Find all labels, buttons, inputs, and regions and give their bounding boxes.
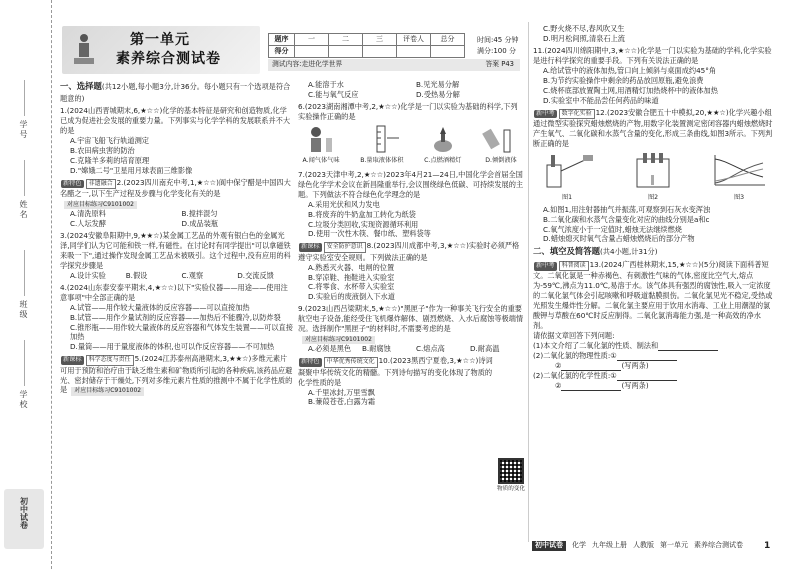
question-stem: 新特色 中华优秀传统文化 10.(2023黑西宁夏卷,3,★☆☆)诗词凝聚中华传统文化的精髓。下列诗句描写的变化体现了物质的化学性质的是 <box>298 356 493 387</box>
alcohol-lamp-icon <box>424 124 462 154</box>
score-table <box>268 33 465 58</box>
score-header: 题序 <box>269 34 295 46</box>
figure: C.点燃酒精灯 <box>424 124 462 166</box>
column-middle <box>298 80 524 409</box>
feature-tag: 新中考 <box>536 262 555 270</box>
option[interactable]: D.交流反馈 <box>237 270 274 280</box>
option[interactable]: D.使用一次性木筷、餐巾纸、塑料袋等 <box>308 229 431 239</box>
question-stem: 11.(2024四川绵阳期中,3,★☆☆)化学是一门以实验为基础的学科,化学实验是进行科学探究的重要手段。下列有关说法正确的是 <box>533 45 772 65</box>
sub-question: (1)本文介绍了二氧化氯的性质、制法和 <box>533 341 773 351</box>
sub-question: ② (写两条) <box>555 360 649 370</box>
option[interactable]: A.采用光伏和风力发电 <box>308 199 380 209</box>
question-prompt: 请依据文章回答下列问题: <box>533 330 615 340</box>
footer-edition: 人教版 <box>633 541 654 550</box>
figure: D.倾倒液体 <box>482 124 520 166</box>
page-title: 素养综合测试卷 <box>116 51 221 67</box>
score-header: 二 <box>329 34 363 46</box>
column-left <box>60 80 293 398</box>
option[interactable]: C.能与氧气反应 <box>308 89 359 99</box>
question-10-options <box>533 24 773 44</box>
time-limit: 时间:45 分钟 <box>477 36 519 44</box>
option[interactable]: C.人坛发酵 <box>70 219 107 229</box>
figure-row <box>533 149 773 205</box>
option[interactable]: D.耐高温 <box>470 344 500 354</box>
option[interactable]: D.实验后的废液倒入下水道 <box>308 292 395 302</box>
question-1 <box>60 106 293 176</box>
option[interactable]: C.垃圾分类回收,实现资源循环利用 <box>308 219 419 229</box>
option[interactable]: A.宇宙飞船飞行轨道测定 <box>70 136 149 145</box>
option-row <box>298 80 524 90</box>
answer-blank[interactable] <box>617 353 677 361</box>
question-5 <box>60 354 293 395</box>
binding-strip <box>0 0 52 569</box>
feature-tag: 新特色 <box>63 179 82 187</box>
page-number: 1 <box>764 541 771 551</box>
score-cell[interactable] <box>431 46 465 58</box>
question-11 <box>533 46 773 106</box>
option[interactable]: D.成品装瓶 <box>181 219 219 229</box>
binding-label-class: 班级 <box>19 300 29 320</box>
option[interactable]: D.实验室中不能品尝任何药品的味道 <box>543 95 659 105</box>
option[interactable]: A.如图1,用注射器抽气并振荡,可观察到石灰水变浑浊 <box>543 204 711 214</box>
binding-label-name: 姓名 <box>19 200 29 220</box>
answer-blank[interactable] <box>561 363 621 371</box>
option[interactable]: B.穿凉鞋、拖鞋进入实验室 <box>308 272 395 282</box>
option[interactable]: C.熔点高 <box>416 344 445 354</box>
concentration-curves-icon <box>709 151 769 191</box>
feature-tag: 新课标 <box>63 356 82 364</box>
feature-subtag: 科普阅读 <box>559 261 589 271</box>
footer-subject: 化学 <box>572 541 586 550</box>
question-stem: 4.(2024山东泰安泰平期末,4,★☆☆)以下"实验仪器——用途——使用注意事项"中全部正确的是 <box>60 282 288 302</box>
question-stem: 1.(2024山西晋城期末,6,★☆☆)化学的基本特征是研究和创造物质,化学已成为促进社会发展的重要力量。下列事实与化学学科的发展联系并不大的是 <box>60 106 291 136</box>
question-stem: 新课标 科学态度与责任 5.(2024江苏泰州高港期末,3,★★☆)多维元素片可用于预防和治疗由于缺乏维生素和矿物质所引起的各种疾病,该药品应避光、密封储存于干燥处,下列对多维元素片性质的推测中不属于化学性质的是 对应目标练习C9101002 <box>60 354 293 395</box>
feature-subtag: 中华优秀传统文化 <box>324 357 378 367</box>
option[interactable]: D.量筒——用于量度液体的体积,也可以作反应容器——不可加热 <box>70 342 275 352</box>
test-content-strip <box>268 59 520 71</box>
option-row <box>60 219 293 229</box>
page-footer <box>532 540 772 552</box>
target-ref: 对应目标练习C9101002 <box>71 387 144 395</box>
feature-tag: 新特色 <box>301 358 320 366</box>
question-8 <box>298 241 524 302</box>
answer-ref: 答案 P43 <box>485 60 514 68</box>
smell-gas-icon <box>302 124 340 154</box>
option[interactable]: B.搅拌混匀 <box>181 209 218 219</box>
question-stem: 9.(2023山西吕梁期末,5,★☆☆)"黑匣子"作为一种事关飞行安全的重要航空电子设备,能经受住飞机爆炸解体、剧烈燃烧、入水后腐蚀等极端情况。选择制作"黑匣子"的材料时,不需要考虑的是 <box>298 304 524 334</box>
binding-line <box>24 340 25 386</box>
option-row <box>298 90 524 100</box>
question-stem: 新特色 非遗融合 2.(2023四川南充中考,1,★☆☆)阆中保宁醋是中国四大名醋之一,以下生产过程及步骤与化学变化有关的是 <box>60 177 291 199</box>
option[interactable]: A.熟悉灭火器、电闸的位置 <box>308 262 395 272</box>
question-stem: 3.(2024安徽阜阳期中,9,★★☆)某金属工艺品的外观有银白色的金属光泽,同学们认为它可能和铁一样,有磁性。在讨论时有同学提出"可以拿磁铁来吸一下",通过操作发现金属工艺品未被吸引。这个过程中,没有应用的科学探究步骤是 <box>60 231 291 270</box>
binding-line <box>24 80 25 116</box>
sensor-container-icon <box>623 151 683 191</box>
question-stem: 新中考 数字化实验 12.(2023安徽合肥五十中模拟,20,★★☆)化学兴趣小组通过微型实验探究蜡烛燃烧的产物,用数字化装置测定密闭容器内蜡烛燃烧时产生氧气、二氧化碳和水蒸气含量的变化,形成三条曲线,如图3所示。下列判断正确的是 <box>533 107 773 148</box>
question-7 <box>298 170 524 240</box>
target-ref: 对应目标练习C9101002 <box>302 336 375 344</box>
feature-subtag: 科学态度与责任 <box>86 355 134 365</box>
option[interactable]: B.农田病虫害的防治 <box>70 145 135 155</box>
sub-question: (2)二氧化氯的物理性质:① <box>533 351 773 361</box>
qr-code-icon[interactable] <box>498 458 524 484</box>
feature-tag: 新课标 <box>301 243 320 251</box>
option[interactable]: D."嫦娥二号"卫星用月球表面三维影像 <box>70 165 193 175</box>
feature-subtag: 数字化实验 <box>559 109 595 119</box>
option[interactable]: C.克隆羊多莉的培育原理 <box>70 155 150 165</box>
score-header: 评卷人 <box>397 34 431 46</box>
sub-question: ② (写两条) <box>555 380 649 390</box>
option[interactable]: C.野火烧不尽,春风吹又生 <box>543 24 625 33</box>
option[interactable]: A.清洗原料 <box>70 209 106 219</box>
column-right <box>533 24 773 393</box>
target-ref: 对应目标练习C9101002 <box>64 201 137 209</box>
qr-label: 物质的变化 <box>497 486 525 492</box>
page-title-unit: 第一单元 <box>130 32 190 48</box>
figure: 图1 <box>537 151 597 203</box>
figure: B.量取液体体积 <box>360 124 403 166</box>
option[interactable]: D.蜡烛熄灭时氧气含量占蜡烛燃烧后的部分产物 <box>543 234 695 244</box>
full-score: 满分:100 分 <box>477 46 516 55</box>
sub-question: (2)二氧化氯的化学性质:① <box>533 371 773 381</box>
answer-blank[interactable] <box>617 373 677 381</box>
question-stem: 7.(2023天津中考,2,★☆☆)2023年4月21—24日,中国化学会首届全国绿色化学学术会议在新昌隆重举行,会议围绕绿色低碳、可持续发展的主题。下列做法不符合绿色化学理念的是 <box>298 169 524 199</box>
score-cell[interactable] <box>329 46 363 58</box>
option[interactable]: A.必须是黑色 <box>308 344 352 354</box>
question-2 <box>60 178 293 229</box>
question-13 <box>533 260 773 391</box>
test-content: 测试内容:走进化学世界 <box>272 60 343 68</box>
question-6 <box>298 102 524 168</box>
question-stem: 新中考 科普阅读 13.(2024广西桂林期末,15,★☆☆)(5分)阅读下面科普短文。二氧化氯是一种赤褐色、有刺激性气味的气体,密度比空气大,熔点为-59℃,沸点为11.0℃,易溶于水。该气体具有强烈的腐蚀性,吸入一定浓度的二氧化氯气体会引起咳嗽和呼吸道黏膜损伤。二氧化氯见光不稳定,受热或光照发生爆炸性分解。二氧化氯主要应用于饮用水消毒、工业上用潮湿的氯酸钾与草酸在60℃时反应制得。二氧化氯消毒能力强,是一种高效的净水剂。 <box>533 260 773 330</box>
figure: 图3 <box>709 151 769 203</box>
title-banner <box>62 26 260 74</box>
question-9 <box>298 304 524 354</box>
score-row-label: 得分 <box>269 46 295 58</box>
option[interactable]: B.为节约实验操作中剩余的药品放回原瓶,避免浪费 <box>543 75 704 85</box>
binding-label-student-id: 学号 <box>19 120 29 140</box>
figure-row <box>298 122 524 168</box>
score-cell[interactable] <box>295 46 329 58</box>
graduated-cylinder-icon <box>363 124 401 154</box>
footer-brand: 初中试卷 <box>532 541 566 551</box>
question-3 <box>60 231 293 281</box>
option[interactable]: C.将零食、水杯带入实验室 <box>308 282 395 292</box>
column-divider <box>528 22 529 542</box>
option[interactable]: D.明月松间照,清泉石上流 <box>543 33 625 43</box>
option[interactable]: B.二氧化碳和水蒸气含量变化对应的曲线分别是a和c <box>543 214 710 224</box>
answer-blank[interactable] <box>658 343 718 351</box>
answer-blank[interactable] <box>561 383 621 391</box>
option[interactable]: C.氧气浓度小于一定值时,蜡烛无法继续燃烧 <box>543 224 682 234</box>
section-title: 一、选择题(共12小题,每小题3分,计36分。每小题只有一个选项是符合题意的) <box>60 81 291 103</box>
question-4 <box>60 283 293 353</box>
option[interactable]: C.锥形瓶——用作较大量液体的反应容器和气体发生装置——可以直接加热 <box>70 322 293 342</box>
figure: 图2 <box>623 151 683 203</box>
footer-unit: 第一单元 <box>660 541 688 550</box>
score-header: 三 <box>363 34 397 46</box>
score-header: 总分 <box>431 34 465 46</box>
figure: A.闻气体气味 <box>302 124 340 166</box>
footer-grade: 九年级上册 <box>592 541 627 550</box>
option-row <box>60 209 293 219</box>
option[interactable]: A.设计实验 <box>70 270 106 280</box>
option[interactable]: B.见光易分解 <box>416 80 460 89</box>
option[interactable]: B.耐腐蚀 <box>362 344 391 354</box>
option[interactable]: B.将废弃的牛奶盒加工转化为纸袋 <box>308 209 416 219</box>
option[interactable]: B.蒹葭苍苍,白露为霜 <box>308 397 376 407</box>
score-header: 一 <box>295 34 329 46</box>
reading-figure-icon <box>70 32 98 68</box>
option[interactable]: B.假设 <box>125 270 148 280</box>
footer-title: 素养综合测试卷 <box>694 541 743 550</box>
question-stem: 新课标 安全防护意识 8.(2023四川成都中考,3,★☆☆)实验时必须严格遵守实验室安全规则。下列做法正确的是 <box>298 241 520 262</box>
section-title: 二、填空及简答题(共4小题,计31分) <box>533 246 658 257</box>
option[interactable]: C.烧杯底部放置陶土网,用酒精灯加热烧杯中的液体加热 <box>543 85 718 95</box>
option[interactable]: C.观察 <box>181 270 204 280</box>
binding-label-school: 学校 <box>19 390 29 410</box>
question-10 <box>298 356 524 407</box>
option[interactable]: A.能溶于水 <box>308 80 344 89</box>
time-info <box>477 35 519 56</box>
question-5-options <box>298 80 524 100</box>
question-stem: 6.(2023湖南湘潭中考,2,★☆☆)化学是一门以实验为基础的科学,下列实验操作正确的是 <box>298 101 518 121</box>
option-row <box>298 344 524 354</box>
feature-subtag: 安全防护意识 <box>324 242 366 252</box>
binding-line <box>24 160 25 196</box>
option[interactable]: A.试管——用作较大量液体的反应容器——可以直接加热 <box>70 302 250 312</box>
option[interactable]: B.试管——用作少量试剂的反应容器——加热后不能骤冷,以防炸裂 <box>70 312 281 322</box>
syringe-apparatus-icon <box>537 151 597 191</box>
binding-brand: 初中试卷 <box>4 489 44 549</box>
option[interactable]: D.受热易分解 <box>416 89 460 99</box>
option-row <box>60 271 293 281</box>
binding-line <box>24 250 25 296</box>
score-cell[interactable] <box>397 46 431 58</box>
feature-subtag: 非遗融合 <box>86 179 116 189</box>
question-12 <box>533 108 773 245</box>
feature-tag: 新中考 <box>536 109 555 117</box>
option[interactable]: A.千里冰封,万里雪飘 <box>308 387 375 397</box>
score-cell[interactable] <box>363 46 397 58</box>
pour-liquid-icon <box>482 124 520 154</box>
option[interactable]: A.给试管中的液体加热,管口向上倾斜与桌面成约45°角 <box>543 65 717 75</box>
